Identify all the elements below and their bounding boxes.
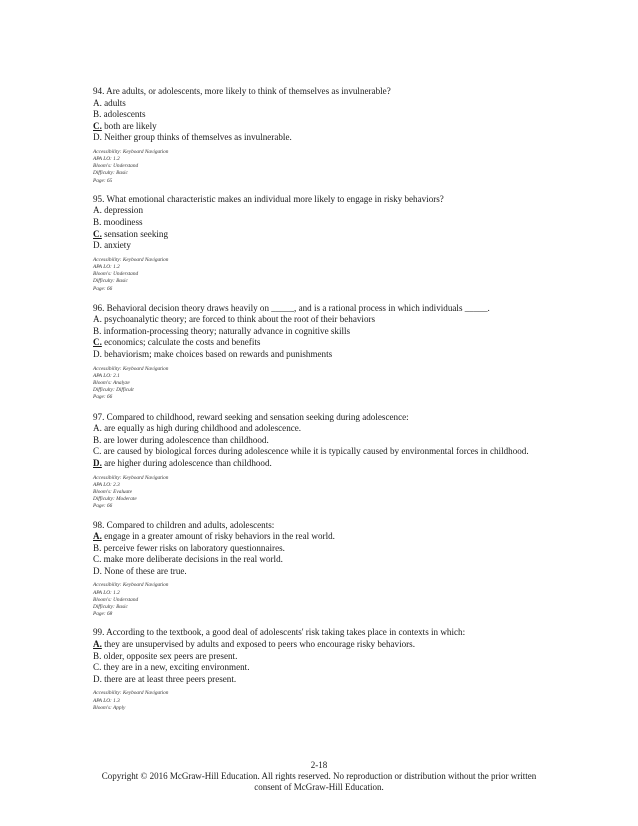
- option-text: both are likely: [101, 120, 157, 131]
- option-letter: B.: [93, 109, 102, 120]
- option-letter: C.: [93, 446, 102, 457]
- question-metadata: [93, 149, 613, 185]
- page-tag: Page: 65: [93, 177, 113, 184]
- accessibility-tag: Accessibility: Keyboard Navigation: [93, 474, 169, 481]
- option-letter: D.: [93, 349, 102, 360]
- option-text: engage in a greater amount of risky behaviors in the real world.: [101, 531, 335, 542]
- option-a-correct: [93, 531, 613, 543]
- option-text: information-processing theory; naturally advance in cognitive skills: [101, 325, 351, 336]
- option-text: behaviorism; make choices based on rewards and punishments: [101, 349, 333, 360]
- page-tag: Page: 66: [93, 503, 113, 510]
- option-text: adolescents: [101, 109, 146, 120]
- question-metadata: [93, 690, 613, 712]
- option-letter: C.: [93, 662, 102, 673]
- option-text: are equally as high during childhood and adolescence.: [101, 423, 302, 434]
- option-text: make more deliberate decisions in the real world.: [101, 554, 283, 565]
- option-letter: A.: [93, 205, 102, 216]
- option-c: [93, 446, 613, 458]
- option-b: [93, 109, 613, 121]
- question-stem: 99. According to the textbook, a good deal of adolescents' risk taking takes place in contexts in which:: [93, 627, 466, 638]
- option-text: there are at least three peers present.: [101, 673, 237, 684]
- accessibility-tag: Accessibility: Keyboard Navigation: [93, 365, 169, 372]
- question-metadata: [93, 475, 613, 511]
- option-a: [93, 423, 613, 435]
- question-stem: 94. Are adults, or adolescents, more likely to think of themselves as invulnerable?: [93, 86, 391, 96]
- option-c-correct: [93, 121, 613, 133]
- difficulty-tag: Difficulty: Moderate: [93, 496, 137, 503]
- question-95: [93, 194, 613, 293]
- option-a: [93, 98, 613, 110]
- option-text: they are unsupervised by adults and exposed to peers who encourage risky behaviors.: [101, 638, 415, 649]
- option-a-correct: [93, 639, 613, 651]
- difficulty-tag: Difficulty: Basic: [93, 170, 128, 177]
- apa-lo-tag: APA LO: 1.3: [93, 697, 120, 704]
- option-text: are lower during adolescence than childhood.: [101, 434, 269, 445]
- option-letter: C.: [93, 554, 102, 565]
- option-text: adults: [101, 97, 126, 108]
- option-c-correct: [93, 229, 613, 241]
- option-letter: B.: [93, 650, 102, 661]
- question-98: [93, 520, 613, 619]
- option-text: sensation seeking: [101, 228, 169, 239]
- option-letter: B.: [93, 542, 102, 553]
- option-text: economics; calculate the costs and benefits: [101, 337, 261, 348]
- option-text: older, opposite sex peers are present.: [101, 650, 238, 661]
- copyright-notice: Copyright © 2016 McGraw-Hill Education. All rights reserved. No reproduction or distribution without the prior written consent of McGraw-Hill Education.: [101, 771, 537, 793]
- answer-letter: A.: [93, 638, 102, 649]
- accessibility-tag: Accessibility: Keyboard Navigation: [93, 582, 169, 589]
- option-d: [93, 349, 613, 361]
- blooms-tag: Bloom's: Understand: [93, 596, 139, 603]
- answer-letter: A.: [93, 531, 102, 542]
- option-text: perceive fewer risks on laboratory questionnaires.: [101, 542, 285, 553]
- option-text: anxiety: [101, 240, 131, 251]
- option-text: depression: [101, 205, 144, 216]
- option-d: [93, 240, 613, 252]
- option-text: moodiness: [101, 216, 143, 227]
- page-footer: [0, 760, 638, 794]
- answer-letter: C.: [93, 120, 102, 131]
- option-a: [93, 314, 613, 326]
- question-96: [93, 303, 613, 402]
- option-c: [93, 662, 613, 674]
- question-metadata: [93, 366, 613, 402]
- option-d-correct: [93, 458, 613, 470]
- answer-letter: C.: [93, 228, 102, 239]
- option-letter: D.: [93, 132, 102, 143]
- question-metadata: [93, 582, 613, 618]
- option-text: are caused by biological forces during adolescence while it is typically caused by environmental forces in childhood.: [101, 446, 529, 457]
- blooms-tag: Bloom's: Apply: [93, 704, 126, 711]
- page-number: 2-18: [310, 760, 328, 770]
- option-text: psychoanalytic theory; are forced to think about the root of their behaviors: [101, 314, 376, 325]
- difficulty-tag: Difficulty: Basic: [93, 278, 128, 285]
- option-c: [93, 554, 613, 566]
- apa-lo-tag: APA LO: 1.2: [93, 263, 120, 270]
- option-letter: D.: [93, 565, 102, 576]
- option-letter: D.: [93, 673, 102, 684]
- option-b: [93, 651, 613, 663]
- question-stem: 98. Compared to children and adults, adolescents:: [93, 519, 275, 530]
- answer-letter: C.: [93, 337, 102, 348]
- page-tag: Page: 66: [93, 285, 113, 292]
- option-letter: A.: [93, 97, 102, 108]
- difficulty-tag: Difficulty: Basic: [93, 604, 128, 611]
- question-99: [93, 627, 613, 711]
- page-tag: Page: 68: [93, 611, 113, 618]
- option-a: [93, 205, 613, 217]
- option-text: they are in a new, exciting environment.: [101, 662, 250, 673]
- accessibility-tag: Accessibility: Keyboard Navigation: [93, 690, 169, 697]
- accessibility-tag: Accessibility: Keyboard Navigation: [93, 256, 169, 263]
- blooms-tag: Bloom's: Understand: [93, 163, 139, 170]
- page-tag: Page: 66: [93, 394, 113, 401]
- apa-lo-tag: APA LO: 2.1: [93, 372, 120, 379]
- option-letter: B.: [93, 325, 102, 336]
- apa-lo-tag: APA LO: 1.2: [93, 156, 120, 163]
- option-letter: B.: [93, 434, 102, 445]
- apa-lo-tag: APA LO: 1.2: [93, 589, 120, 596]
- option-text: None of these are true.: [101, 565, 187, 576]
- question-94: [93, 86, 613, 185]
- option-letter: B.: [93, 216, 102, 227]
- question-stem: 96. Behavioral decision theory draws heavily on _____, and is a rational process in which individuals _____.: [93, 302, 490, 313]
- option-d: [93, 132, 613, 144]
- option-d: [93, 566, 613, 578]
- option-letter: A.: [93, 314, 102, 325]
- question-metadata: [93, 257, 613, 293]
- option-letter: D.: [93, 240, 102, 251]
- question-stem: 97. Compared to childhood, reward seeking and sensation seeking during adolescence:: [93, 411, 409, 422]
- apa-lo-tag: APA LO: 2.3: [93, 481, 120, 488]
- option-c-correct: [93, 337, 613, 349]
- option-b: [93, 326, 613, 338]
- answer-letter: D.: [93, 457, 102, 468]
- option-b: [93, 543, 613, 555]
- question-97: [93, 412, 613, 511]
- option-d: [93, 674, 613, 686]
- question-list: [93, 86, 613, 712]
- accessibility-tag: Accessibility: Keyboard Navigation: [93, 148, 169, 155]
- option-text: are higher during adolescence than childhood.: [101, 457, 272, 468]
- blooms-tag: Bloom's: Understand: [93, 271, 139, 278]
- question-stem: 95. What emotional characteristic makes an individual more likely to engage in risky behaviors?: [93, 193, 444, 204]
- difficulty-tag: Difficulty: Difficult: [93, 387, 134, 394]
- option-b: [93, 435, 613, 447]
- blooms-tag: Bloom's: Analyze: [93, 380, 130, 387]
- blooms-tag: Bloom's: Evaluate: [93, 488, 132, 495]
- option-letter: A.: [93, 423, 102, 434]
- option-text: Neither group thinks of themselves as invulnerable.: [101, 132, 292, 143]
- option-b: [93, 217, 613, 229]
